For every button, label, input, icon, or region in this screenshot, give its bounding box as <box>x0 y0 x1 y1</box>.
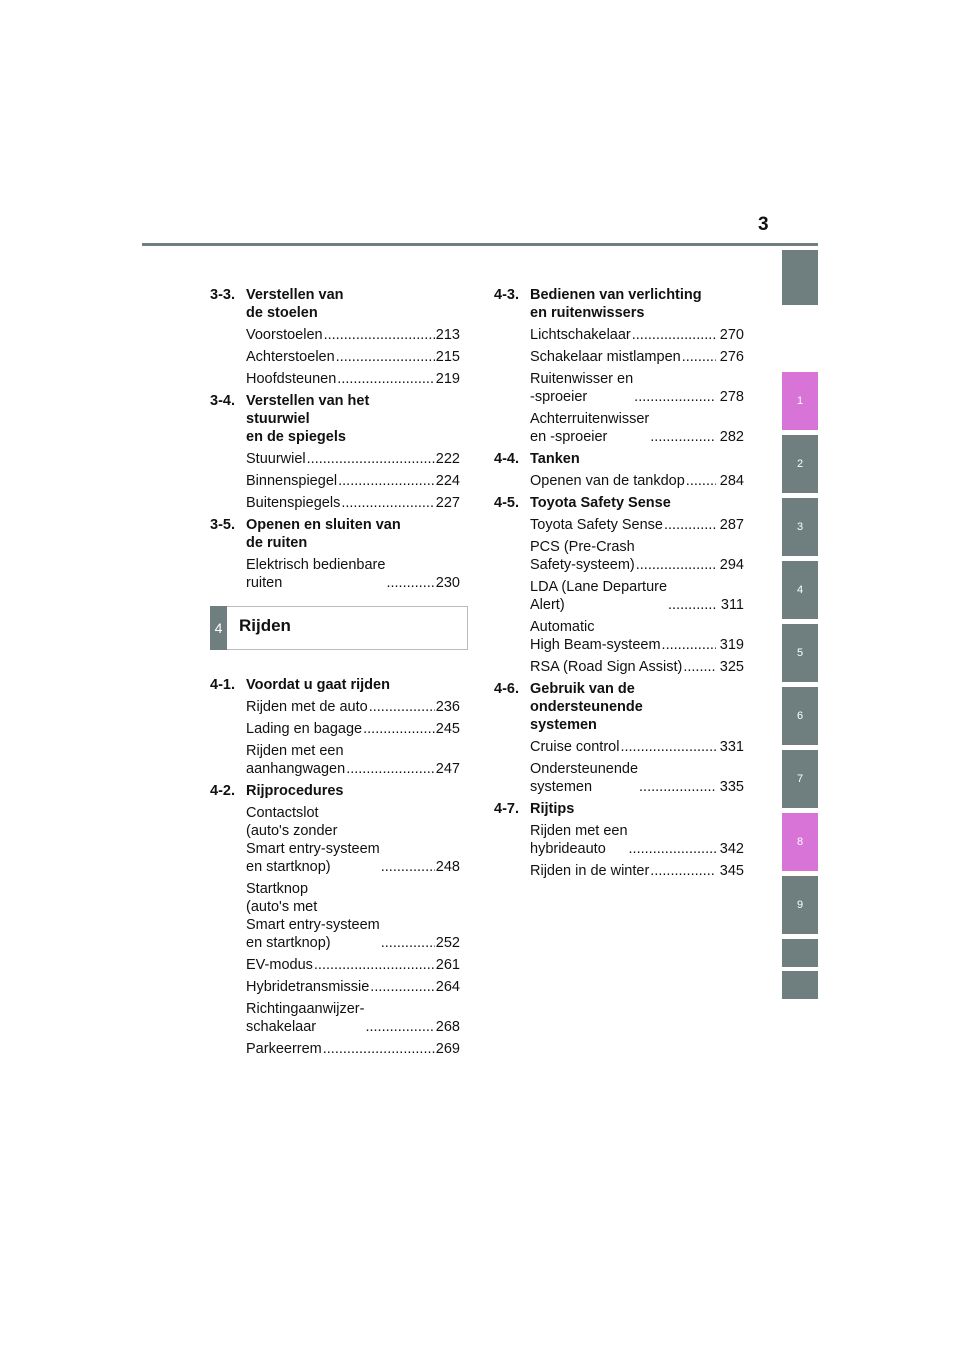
entry-title: Cruise control <box>530 739 620 755</box>
entry-title: Hoofdsteunen <box>246 371 337 387</box>
toc-entry[interactable] <box>494 658 744 676</box>
section-number: 4-4. <box>494 451 519 467</box>
thumb-tab-1[interactable]: 1 <box>782 372 818 430</box>
entry-page: 213 <box>435 327 460 343</box>
toc-entry[interactable] <box>210 472 460 490</box>
thumb-tab-2[interactable]: 2 <box>782 435 818 493</box>
section-heading <box>494 286 744 322</box>
section-title: Gebruik van de ondersteunende systemen <box>530 681 643 733</box>
entry-title: Binnenspiegel <box>246 473 338 489</box>
entry-title: EV-modus <box>246 957 313 973</box>
toc-entry[interactable] <box>210 370 460 388</box>
section-number: 4-3. <box>494 287 519 303</box>
thumb-tab-7[interactable]: 7 <box>782 750 818 808</box>
toc-entry[interactable] <box>494 472 744 490</box>
toc-entry[interactable] <box>210 698 460 716</box>
entry-page: 319 <box>719 637 744 653</box>
entry-page: 276 <box>719 349 744 365</box>
toc-entry[interactable] <box>210 326 460 344</box>
section-number: 4-1. <box>210 677 235 693</box>
toc-entry[interactable] <box>494 538 744 574</box>
toc-entry[interactable] <box>494 326 744 344</box>
toc-entry[interactable] <box>494 348 744 366</box>
entry-page: 342 <box>719 841 744 857</box>
entry-page: 311 <box>720 597 744 613</box>
entry-page: 294 <box>719 557 744 573</box>
section-title: Tanken <box>530 451 580 467</box>
toc-entry[interactable] <box>210 742 460 778</box>
entry-page: 248 <box>435 859 460 875</box>
entry-title: Stuurwiel <box>246 451 306 467</box>
section-number: 4-6. <box>494 681 519 697</box>
toc-right-column <box>494 286 744 884</box>
section-number: 3-4. <box>210 393 235 409</box>
toc-entry[interactable] <box>210 880 460 952</box>
entry-page: 230 <box>435 575 460 591</box>
entry-title: Voorstoelen <box>246 327 323 343</box>
section-title: Verstellen van de stoelen <box>246 287 344 321</box>
toc-entry[interactable] <box>210 720 460 738</box>
thumb-tab[interactable] <box>782 250 818 305</box>
entry-page: 261 <box>435 957 460 973</box>
entry-page: 224 <box>435 473 460 489</box>
toc-entry[interactable] <box>210 1040 460 1058</box>
toc-entry[interactable] <box>494 516 744 534</box>
entry-page: 236 <box>435 699 460 715</box>
toc-entry[interactable] <box>494 618 744 654</box>
section-title: Bedienen van verlichting en ruitenwissers <box>530 287 702 321</box>
toc-entry[interactable] <box>210 450 460 468</box>
entry-title: Contactslot (auto's zonder Smart entry-systeem en startknop) <box>246 805 380 875</box>
entry-title: Toyota Safety Sense <box>530 517 663 533</box>
chapter-heading-box <box>210 606 468 650</box>
toc-entry[interactable] <box>494 822 744 858</box>
thumb-tab-3[interactable]: 3 <box>782 498 818 556</box>
entry-title: Rijden met een hybrideauto <box>530 823 628 857</box>
entry-page: 282 <box>719 429 744 445</box>
toc-entry[interactable] <box>210 556 460 592</box>
entry-page: 287 <box>719 517 744 533</box>
entry-title: Achterruitenwisser en -sproeier <box>530 411 650 445</box>
entry-title: Rijden met een aanhangwagen <box>246 743 346 777</box>
toc-entry[interactable] <box>210 978 460 996</box>
entry-page: 325 <box>719 659 744 675</box>
toc-entry[interactable] <box>494 862 744 880</box>
entry-title: Openen van de tankdop <box>530 473 685 489</box>
thumb-tab-8[interactable]: 8 <box>782 813 818 871</box>
section-heading <box>494 494 744 512</box>
entry-page: 284 <box>719 473 744 489</box>
thumb-tab-6[interactable]: 6 <box>782 687 818 745</box>
toc-entry[interactable] <box>210 494 460 512</box>
toc-left-column <box>210 286 460 1062</box>
thumb-tab-4[interactable]: 4 <box>782 561 818 619</box>
entry-title: Startknop (auto's met Smart entry-systeem en startknop) <box>246 881 380 951</box>
section-heading <box>494 450 744 468</box>
entry-page: 270 <box>719 327 744 343</box>
section-heading <box>210 392 460 446</box>
entry-title: Achterstoelen <box>246 349 335 365</box>
entry-page: 245 <box>435 721 460 737</box>
toc-entry[interactable] <box>210 956 460 974</box>
section-title: Openen en sluiten van de ruiten <box>246 517 401 551</box>
entry-title: Richtingaanwijzer- schakelaar <box>246 1001 365 1035</box>
thumb-tab[interactable] <box>782 971 818 999</box>
toc-entry[interactable] <box>494 760 744 796</box>
section-number: 4-2. <box>210 783 235 799</box>
section-heading <box>494 800 744 818</box>
entry-page: 345 <box>719 863 744 879</box>
entry-page: 331 <box>719 739 744 755</box>
entry-page: 247 <box>435 761 460 777</box>
entry-title: Lading en bagage <box>246 721 363 737</box>
section-heading <box>210 286 460 322</box>
section-title: Verstellen van het stuurwiel en de spiegels <box>246 393 370 445</box>
section-heading <box>210 676 460 694</box>
chapter-title: Rijden <box>239 616 291 635</box>
section-title: Rijtips <box>530 801 575 817</box>
toc-entry[interactable] <box>210 804 460 876</box>
header-rule <box>142 243 818 246</box>
section-title: Toyota Safety Sense <box>530 495 671 511</box>
entry-title: Parkeerrem <box>246 1041 322 1057</box>
thumb-tab-5[interactable]: 5 <box>782 624 818 682</box>
section-heading <box>494 680 744 734</box>
entry-page: 278 <box>719 389 744 405</box>
entry-title: Lichtschakelaar <box>530 327 631 343</box>
entry-title: Schakelaar mistlampen <box>530 349 681 365</box>
section-number: 3-5. <box>210 517 235 533</box>
entry-title: Buitenspiegels <box>246 495 341 511</box>
entry-title: Ondersteunende systemen <box>530 761 639 795</box>
toc-entry[interactable] <box>210 348 460 366</box>
thumb-tab[interactable] <box>782 939 818 967</box>
thumb-tab-9[interactable]: 9 <box>782 876 818 934</box>
section-title: Voordat u gaat rijden <box>246 677 390 693</box>
entry-page: 269 <box>435 1041 460 1057</box>
toc-entry[interactable] <box>494 370 744 406</box>
toc-entry[interactable] <box>494 410 744 446</box>
entry-page: 222 <box>435 451 460 467</box>
entry-page: 227 <box>435 495 460 511</box>
entry-title: RSA (Road Sign Assist) <box>530 659 683 675</box>
entry-title: LDA (Lane Departure Alert) <box>530 579 668 613</box>
entry-title: PCS (Pre-Crash Safety-systeem) <box>530 539 635 573</box>
toc-entry[interactable] <box>494 578 744 614</box>
section-number: 4-7. <box>494 801 519 817</box>
entry-page: 215 <box>435 349 460 365</box>
entry-page: 219 <box>435 371 460 387</box>
entry-title: Automatic High Beam-systeem <box>530 619 661 653</box>
entry-title: Elektrisch bedienbare ruiten <box>246 557 386 591</box>
section-heading <box>210 516 460 552</box>
page-number: 3 <box>758 214 769 235</box>
entry-page: 264 <box>435 979 460 995</box>
entry-title: Ruitenwisser en -sproeier <box>530 371 634 405</box>
section-title: Rijprocedures <box>246 783 344 799</box>
section-number: 3-3. <box>210 287 235 303</box>
chapter-tab: 4 <box>210 606 227 650</box>
section-number: 4-5. <box>494 495 519 511</box>
section-heading <box>210 782 460 800</box>
entry-title: Rijden met de auto <box>246 699 368 715</box>
entry-page: 252 <box>435 935 460 951</box>
entry-page: 335 <box>719 779 744 795</box>
toc-entry[interactable] <box>210 1000 460 1036</box>
entry-title: Rijden in de winter <box>530 863 650 879</box>
entry-title: Hybridetransmissie <box>246 979 370 995</box>
entry-page: 268 <box>435 1019 460 1035</box>
toc-entry[interactable] <box>494 738 744 756</box>
